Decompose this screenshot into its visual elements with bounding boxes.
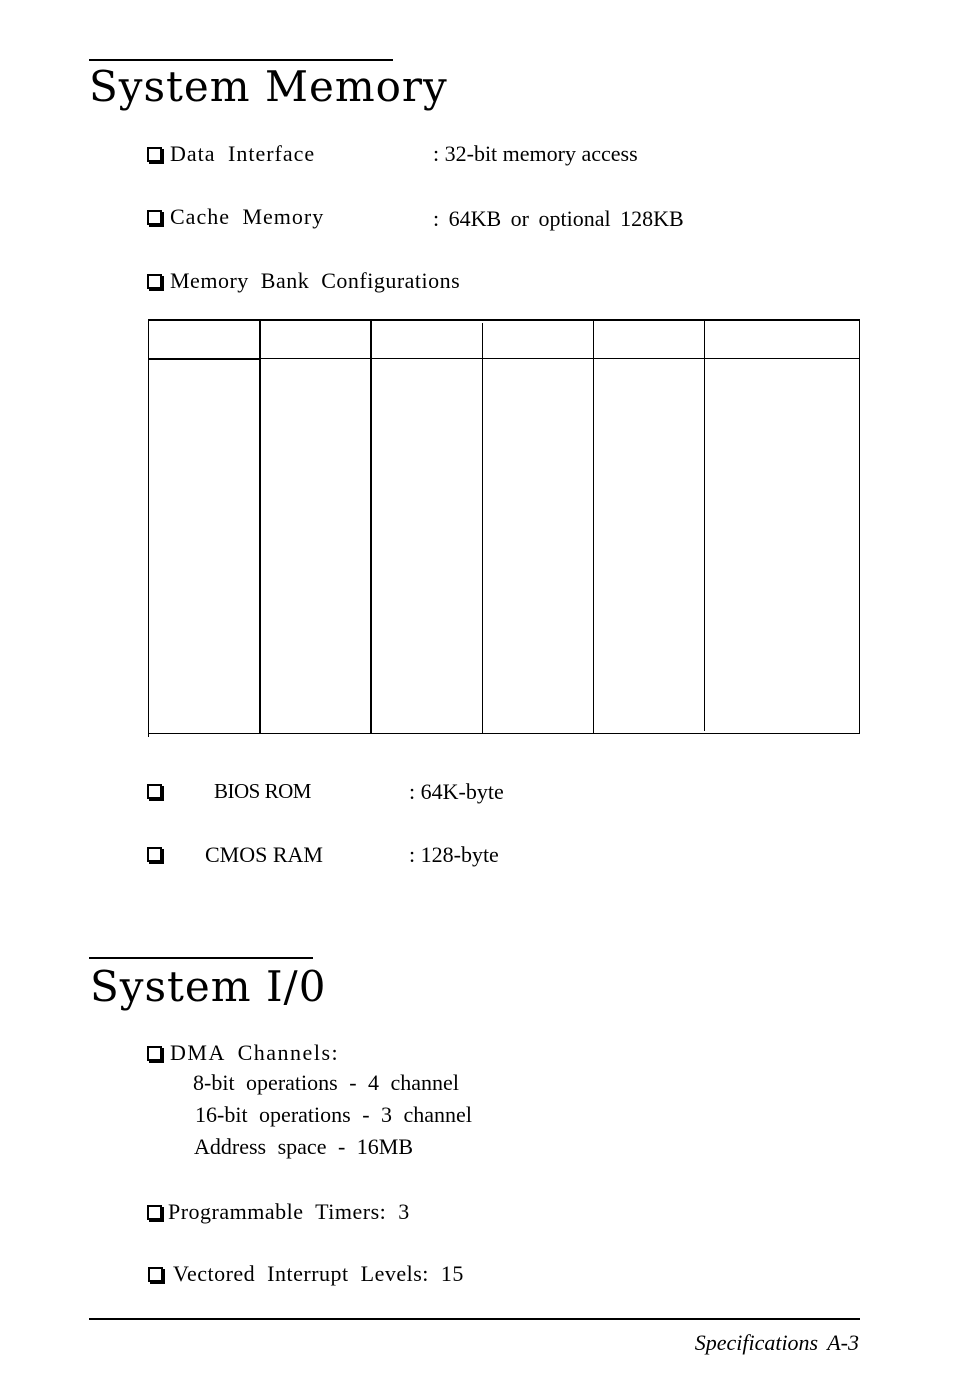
table-column-line: [859, 319, 860, 734]
footer-rule: [89, 1318, 860, 1320]
timers-item: [147, 1201, 410, 1223]
table-column-line: [482, 323, 483, 734]
interrupts-item: [148, 1263, 464, 1285]
dma-channels-label: DMA Channels:: [170, 1040, 340, 1065]
table-column-line: [148, 319, 149, 737]
checkbox-icon: [147, 784, 162, 799]
title-rule-memory: [89, 59, 393, 61]
bios-rom-value: : 64K-byte: [409, 779, 504, 804]
checkbox-icon: [147, 274, 162, 289]
table-column-line: [593, 319, 594, 734]
dma-channels-item: [147, 1042, 339, 1064]
cache-memory-label: Cache Memory: [170, 204, 325, 229]
checkbox-icon: [147, 147, 162, 162]
interrupts-text: Vectored Interrupt Levels: 15: [173, 1261, 464, 1286]
checkbox-icon: [147, 847, 162, 862]
cmos-ram-value: : 128-byte: [409, 842, 499, 867]
checkbox-icon: [148, 1267, 163, 1282]
dma-line-8bit: 8-bit operations - 4 channel: [193, 1070, 459, 1095]
table-header-line: [260, 358, 860, 359]
cache-memory-item: [147, 206, 324, 228]
dma-line-16bit: 16-bit operations - 3 channel: [195, 1102, 472, 1127]
checkbox-icon: [147, 210, 162, 225]
memory-bank-label: Memory Bank Configurations: [170, 268, 461, 293]
memory-bank-item: [147, 270, 460, 292]
cmos-ram-label: CMOS RAM: [205, 842, 323, 867]
section-title-memory: System Memory: [89, 62, 448, 111]
bios-rom-label: BIOS ROM: [214, 779, 311, 803]
data-interface-value: : 32-bit memory access: [433, 141, 638, 166]
section-title-io: System I/0: [90, 962, 327, 1011]
data-interface-item: [147, 143, 315, 165]
title-rule-io: [89, 957, 313, 959]
table-column-line: [370, 319, 372, 734]
page-footer: Specifications A-3: [694, 1330, 859, 1355]
table-bottom-border: [148, 733, 860, 734]
checkbox-icon: [147, 1046, 162, 1061]
cache-memory-value: : 64KB or optional 128KB: [433, 206, 684, 231]
table-column-line: [259, 319, 261, 734]
table-header-line: [148, 358, 260, 360]
checkbox-icon: [147, 1205, 162, 1220]
timers-text: Programmable Timers: 3: [168, 1199, 410, 1224]
table-column-line: [704, 319, 705, 731]
data-interface-label: Data Interface: [170, 141, 316, 166]
dma-line-address: Address space - 16MB: [194, 1134, 414, 1159]
table-top-border: [148, 319, 860, 321]
